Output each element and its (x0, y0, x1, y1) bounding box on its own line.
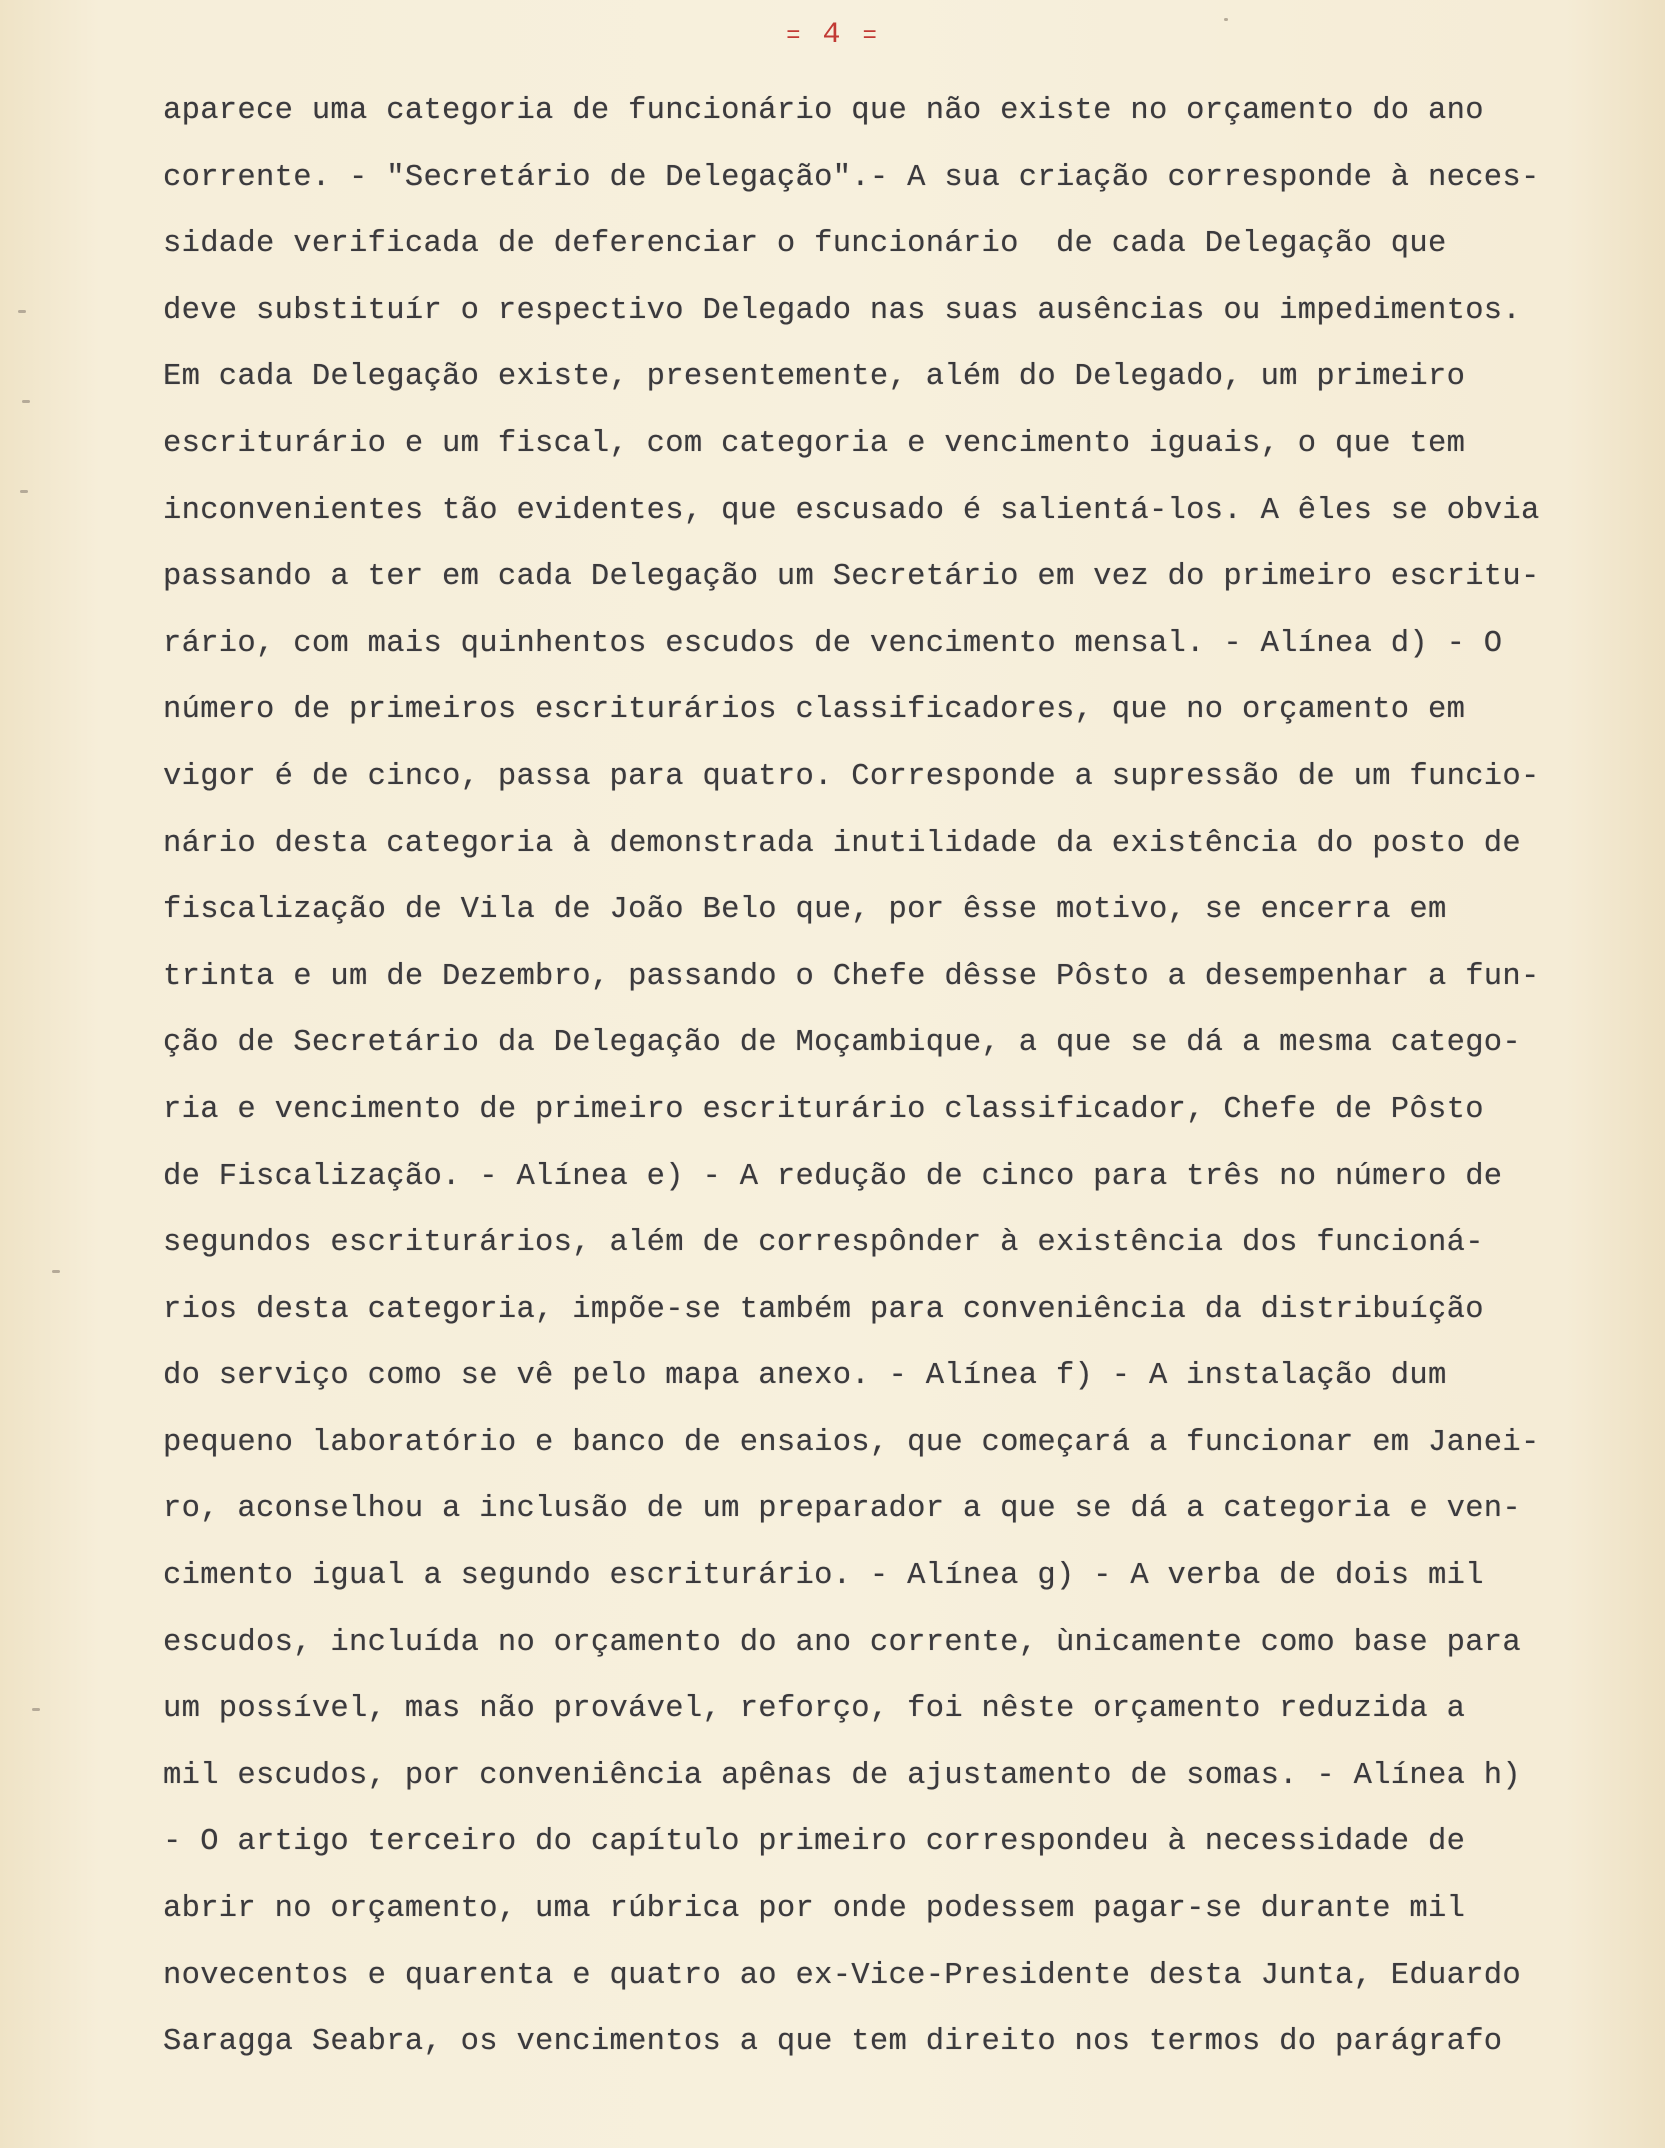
text-line: ção de Secretário da Delegação de Moçambique, a que se dá a mesma catego- (163, 1026, 1522, 1061)
text-line: rário, com mais quinhentos escudos de vencimento mensal. - Alínea d) - O (163, 626, 1503, 661)
page-number-value: 4 (822, 18, 843, 52)
text-line: fiscalização de Vila de João Belo que, por êsse motivo, se encerra em (163, 893, 1447, 928)
text-line: um possível, mas não provável, reforço, foi nêste orçamento reduzida a (163, 1692, 1466, 1727)
margin-mark (20, 490, 28, 493)
text-line: ria e vencimento de primeiro escriturário classificador, Chefe de Pôsto (163, 1092, 1484, 1127)
text-line: inconvenientes tão evidentes, que escusado é salientá-los. A êles se obvia (163, 493, 1540, 528)
text-line: Saragga Seabra, os vencimentos a que tem direito nos termos do parágrafo (163, 2025, 1503, 2060)
text-line: ro, aconselhou a inclusão de um preparador a que se dá a categoria e ven- (163, 1492, 1522, 1527)
text-line: nário desta categoria à demonstrada inutilidade da existência do posto de (163, 826, 1522, 861)
text-line: - O artigo terceiro do capítulo primeiro correspondeu à necessidade de (163, 1825, 1466, 1860)
text-line: novecentos e quarenta e quatro ao ex-Vice-Presidente desta Junta, Eduardo (163, 1958, 1522, 1993)
text-line: escudos, incluída no orçamento do ano corrente, ùnicamente como base para (163, 1625, 1522, 1660)
margin-mark (52, 1270, 60, 1273)
text-line: do serviço como se vê pelo mapa anexo. - Alínea f) - A instalação dum (163, 1359, 1447, 1394)
text-line: passando a ter em cada Delegação um Secretário em vez do primeiro escritu- (163, 560, 1540, 595)
margin-mark (32, 1708, 40, 1711)
text-line: deve substituír o respectivo Delegado nas suas ausências ou impedimentos. (163, 293, 1522, 328)
text-line: escriturário e um fiscal, com categoria e vencimento iguais, o que tem (163, 426, 1466, 461)
page-number-left-mark: = (786, 23, 803, 50)
text-line: trinta e um de Dezembro, passando o Chefe dêsse Pôsto a desempenhar a fun- (163, 959, 1540, 994)
text-line: corrente. - "Secretário de Delegação".- A sua criação corresponde à neces- (163, 160, 1540, 195)
margin-mark (18, 310, 26, 313)
text-line: abrir no orçamento, uma rúbrica por onde podessem pagar-se durante mil (163, 1892, 1466, 1927)
typed-body (163, 78, 1653, 2076)
text-line: Em cada Delegação existe, presentemente, além do Delegado, um primeiro (163, 360, 1466, 395)
text-line: pequeno laboratório e banco de ensaios, que começará a funcionar em Janei- (163, 1425, 1540, 1460)
page-number-right-mark: = (862, 23, 879, 50)
text-line: número de primeiros escriturários classificadores, que no orçamento em (163, 693, 1466, 728)
text-line: mil escudos, por conveniência apênas de ajustamento de somas. - Alínea h) (163, 1758, 1522, 1793)
text-line: de Fiscalização. - Alínea e) - A redução de cinco para três no número de (163, 1159, 1503, 1194)
text-line: sidade verificada de deferenciar o funcionário de cada Delegação que (163, 227, 1447, 262)
text-line: aparece uma categoria de funcionário que não existe no orçamento do ano (163, 94, 1484, 128)
margin-mark (22, 400, 30, 403)
text-line: segundos escriturários, além de correspônder à existência dos funcioná- (163, 1226, 1484, 1261)
text-line: rios desta categoria, impõe-se também para conveniência da distribuíção (163, 1292, 1484, 1327)
text-line: cimento igual a segundo escriturário. - Alínea g) - A verba de dois mil (163, 1559, 1484, 1594)
page-number (0, 18, 1665, 52)
text-line: vigor é de cinco, passa para quatro. Corresponde a supressão de um funcio- (163, 759, 1540, 794)
